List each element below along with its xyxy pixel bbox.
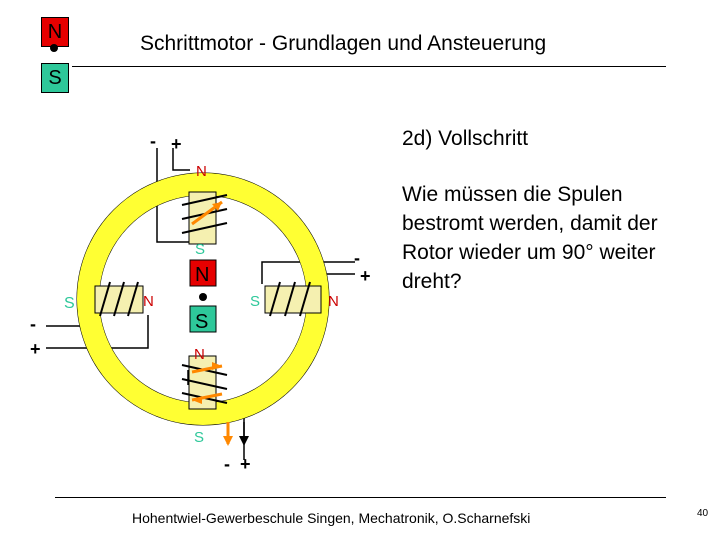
coil-top xyxy=(182,192,227,244)
pole-bottom-outer: S xyxy=(194,429,205,446)
pole-bottom-inner: N xyxy=(194,346,205,363)
bottom-terminal-plus: + xyxy=(240,454,251,474)
pole-left-inner: N xyxy=(143,293,154,310)
footer-text: Hohentwiel-Gewerbeschule Singen, Mechatronik, O.Scharnefski xyxy=(132,510,531,526)
page-number: 40 xyxy=(697,508,709,519)
question-text: Wie müssen die Spulen bestromt werden, damit der Rotor wieder um 90° weiter dreht? xyxy=(402,183,658,293)
pole-right-outer: N xyxy=(328,293,339,310)
bottom-terminal-minus: - xyxy=(224,454,230,474)
pole-left-outer: S xyxy=(64,295,75,312)
bottom-terminal-arrows xyxy=(223,422,249,446)
coil-left xyxy=(95,282,143,316)
footer-divider xyxy=(55,497,666,498)
top-terminal-minus: - xyxy=(150,131,156,151)
top-terminal-plus: + xyxy=(171,134,182,154)
rotor-south-label: S xyxy=(195,311,209,333)
left-terminal-plus: + xyxy=(30,339,41,359)
pole-right-inner: S xyxy=(250,293,261,310)
right-terminal-plus: + xyxy=(360,266,371,286)
page-title: Schrittmotor - Grundlagen und Ansteuerung xyxy=(140,32,547,55)
coil-right xyxy=(265,282,321,316)
section-subtitle: 2d) Vollschritt xyxy=(402,127,529,150)
pole-top-outer: N xyxy=(196,163,207,180)
pole-top-inner: S xyxy=(195,241,206,258)
logo-south: S xyxy=(41,63,69,93)
right-terminal-minus: - xyxy=(354,248,360,268)
coil-bottom xyxy=(182,356,227,409)
left-terminal-minus: - xyxy=(30,314,36,334)
rotor-north-label: N xyxy=(195,264,210,286)
logo-north: N xyxy=(41,17,69,47)
